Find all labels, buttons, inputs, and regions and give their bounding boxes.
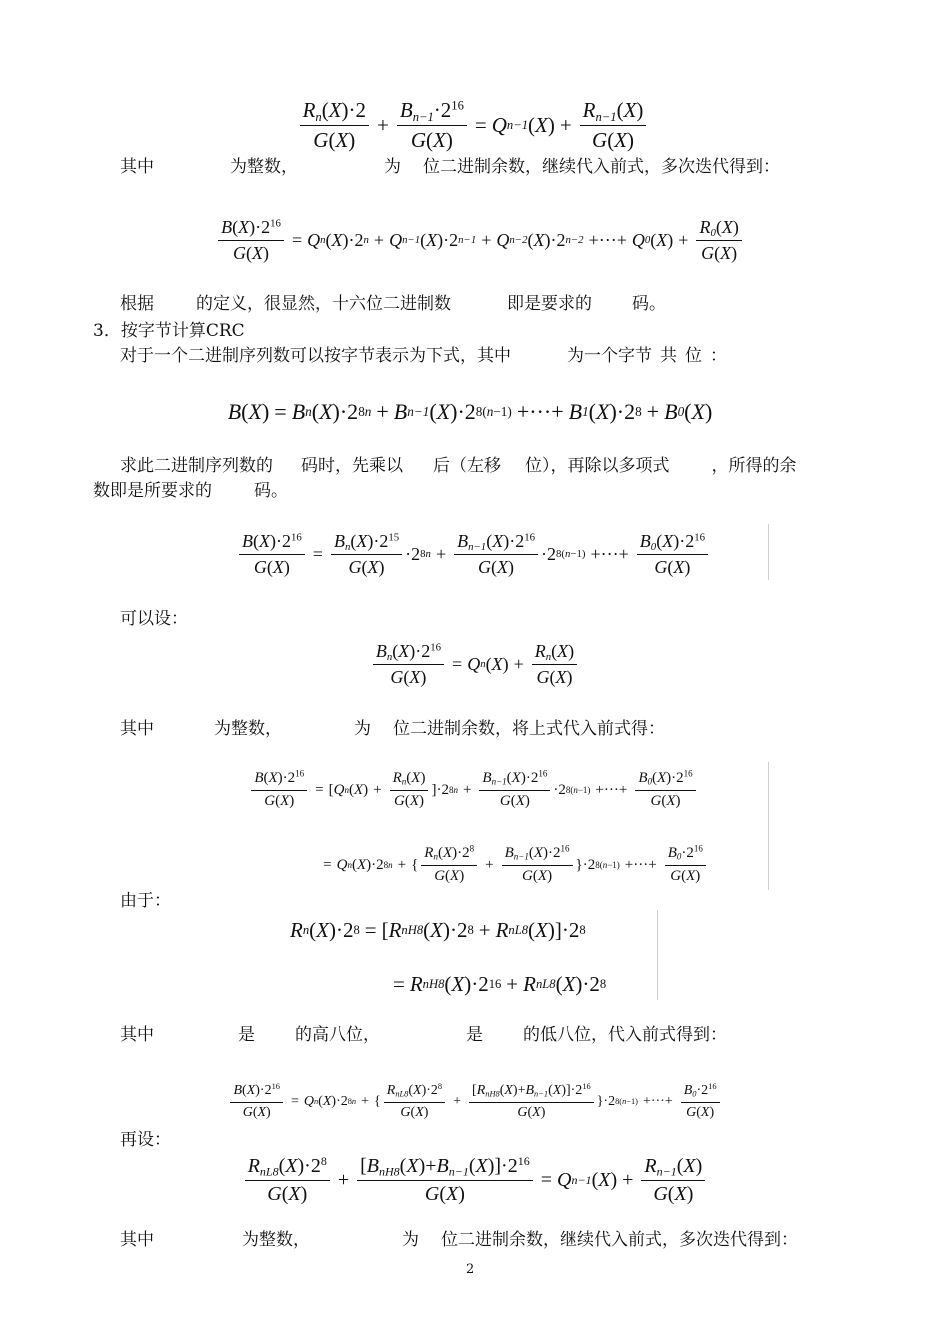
crop-edge: [768, 762, 769, 890]
equation-4: $\frac{B(X)\cdot 2^{16}}{G(X)}$ = $\frac{B_n(X)\cdot 2^{15}}{G(X)}$ ·2 8n + $\frac{B_{n-1}(X)\cdot 2^{16}}{G(X)}$ ·2 8(n−1) +···+ $\frac{B_0(X)\cdot 2^{16}}{G(X)}$: [176, 524, 771, 584]
equation-6-line-2: = Q n ( X )·2 8n + { $\frac{R_n(X)\cdot 2^8}{G(X)}$ + $\frac{B_{n-1}(X)\cdot 2^{16}}{G(X)}$ }·2 8(n−1) +···+ $\frac{B_0\cdot 2^{16}}{G(X)}$: [256, 838, 771, 892]
equation-2: $\frac{B(X)\cdot 2^{16}}{G(X)}$ = Q n ( X )·2 n + Q n−1 ( X )·2 n−1 + Q n−2 ( X )·2 n−2 +···+ Q 0 ( X ) + $\frac{R_0(X)}{G(X)}$: [140, 208, 820, 272]
equation-8: $\frac{B(X)\cdot 2^{16}}{G(X)}$ = Q n ( X )·2 8n + { $\frac{R_{nL8}(X)\cdot 2^8}{G(X)}$ + $\frac{[R_{nH8}(X)+B_{n-1}(X)]\cdot 2^{16}}{G(X)}$ }·2 8(n−1) +···+ $\frac{B_0\cdot 2^{16}}{G(X)}$: [150, 1074, 800, 1130]
text-line-1: 其中 为整数， 为 位二进制余数，继续代入前式，多次迭代得到：: [120, 157, 780, 177]
crop-edge: [768, 524, 769, 580]
text-line-6: 其中 为整数， 为 位二进制余数，将上式代入前式得：: [120, 719, 665, 739]
equation-7-clip: [290, 910, 658, 1002]
text-line-9: 再设：: [120, 1130, 171, 1150]
equation-7-line-2: = R nH8 ( X )·2 16 + R nL8 ( X )·2 8: [393, 971, 607, 996]
text-line-8: 其中 是 的高八位， 是 的低八位，代入前式得到：: [120, 1025, 727, 1045]
crop-edge: [657, 910, 658, 1000]
equation-9: $\frac{R_{nL8}(X)\cdot 2^8}{G(X)}$ + $\frac{[B_{nH8}(X)+B_{n-1}(X)]\cdot 2^{16}}{G(X)}$ = Q n−1 ( X ) + $\frac{R_{n-1}(X)}{G(X)}$: [200, 1150, 750, 1210]
text-line-3: 对于一个二进制序列数可以按字节表示为下式，其中 为一个字节 共 位 ：: [120, 346, 727, 366]
text-line-2: 根据 的定义，很显然，十六位二进制数 即是要求的 码。: [120, 294, 666, 314]
text-line-7: 由于：: [120, 891, 171, 911]
equation-3: B ( X ) = B n ( X )·2 8n + B n−1 ( X )·2 8(n−1) +···+ B 1 ( X )·2 8 + B 0 ( X ): [227, 399, 713, 424]
equation-5: $\frac{B_n(X)\cdot 2^{16}}{G(X)}$ = Q n ( X ) + $\frac{R_n(X)}{G(X)}$: [345, 636, 605, 692]
text-line-4b: 数即是所要求的 码。: [93, 481, 288, 501]
equation-1: $\frac{R_n(X)\cdot 2}{G(X)}$ + $\frac{B_{n-1}\cdot 2^{16}}{G(X)}$ = Q n−1 ( X ) + $\frac{R_{n-1}(X)}{G(X)}$: [288, 96, 658, 154]
page-number: 2: [466, 1262, 475, 1277]
text-line-4: 求此二进制序列数的 码时，先乘以 后（左移 位），再除以多项式 ，所得的余: [120, 456, 797, 476]
equation-7-line-1: R n ( X )·2 8 = [ R nH8 ( X )·2 8 + R nL8 ( X )]·2 8: [290, 917, 586, 942]
text-line-5: 可以设：: [120, 609, 188, 629]
section-heading: 3．按字节计算CRC: [93, 321, 245, 341]
equation-6-line-1: $\frac{B(X)\cdot 2^{16}}{G(X)}$ = [ Q n ( X ) + $\frac{R_n(X)}{G(X)}$ ]·2 8n + $\frac{B_{n-1}(X)\cdot 2^{16}}{G(X)}$ ·2 8(n−1) +···+ $\frac{B_0(X)\cdot 2^{16}}{G(X)}$: [176, 762, 771, 818]
text-line-10: 其中 为整数， 为 位二进制余数，继续代入前式，多次迭代得到：: [120, 1230, 798, 1250]
